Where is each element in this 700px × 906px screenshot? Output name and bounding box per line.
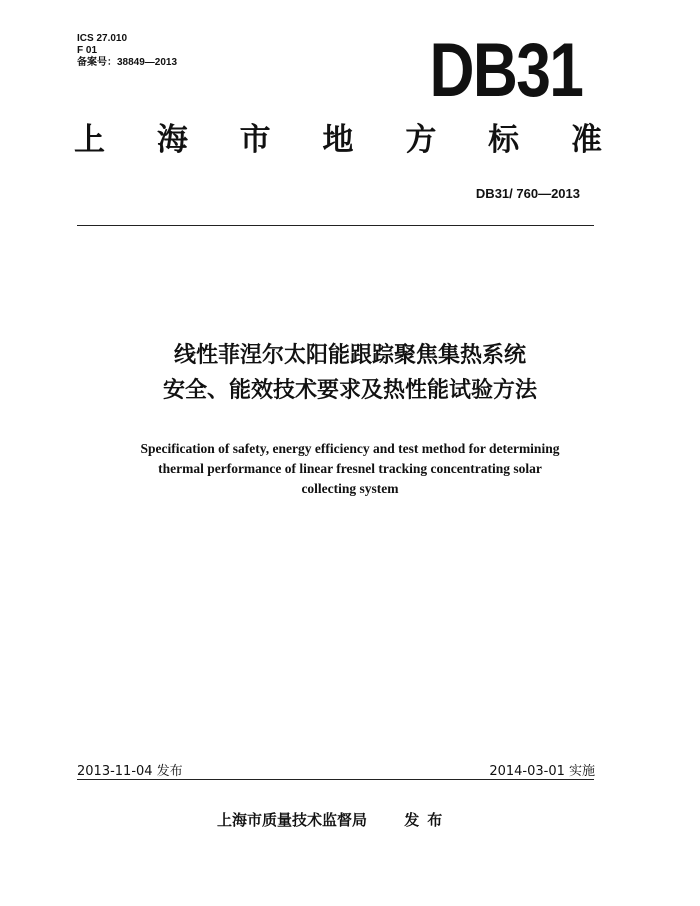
english-title-line: collecting system: [301, 481, 399, 496]
effective-date: 2014-03-01 实施: [489, 764, 595, 779]
chinese-title-line: 线性菲涅尔太阳能跟踪聚焦集热系统: [173, 343, 526, 368]
top-divider: [77, 225, 594, 226]
issuer-action: 发布: [404, 811, 451, 829]
standard-type-char: 标: [488, 122, 520, 158]
english-title: [100, 439, 600, 499]
english-title-line: thermal performance of linear fresnel tracking concentrating solar: [158, 461, 542, 476]
english-title-line: Specification of safety, energy efficiency and test method for determining: [140, 441, 560, 456]
ics-code: ICS 27.010: [77, 33, 128, 44]
issuing-authority: [217, 809, 450, 830]
bottom-divider: [77, 779, 594, 780]
chinese-title-line: 安全、能效技术要求及热性能试验方法: [162, 378, 537, 403]
document-metadata: [77, 33, 177, 69]
db31-logo: DB31: [429, 28, 582, 113]
chinese-title: [0, 338, 700, 408]
standard-type-char: 地: [322, 122, 354, 158]
standard-type-char: 准: [570, 122, 602, 158]
standard-type-char: 市: [239, 122, 271, 158]
record-number: 备案号：38849—2013: [77, 57, 178, 68]
standard-type-char: 上: [74, 122, 105, 158]
standard-type-char: 海: [156, 122, 188, 158]
ccs-code: F 01: [77, 45, 98, 56]
standard-type-char: 方: [405, 122, 437, 158]
issuer-name: 上海市质量技术监督局: [217, 811, 368, 829]
standard-code: DB31/ 760—2013: [475, 186, 580, 201]
issue-date: 2013-11-04 发布: [77, 764, 183, 779]
standard-type-heading: [74, 120, 602, 160]
